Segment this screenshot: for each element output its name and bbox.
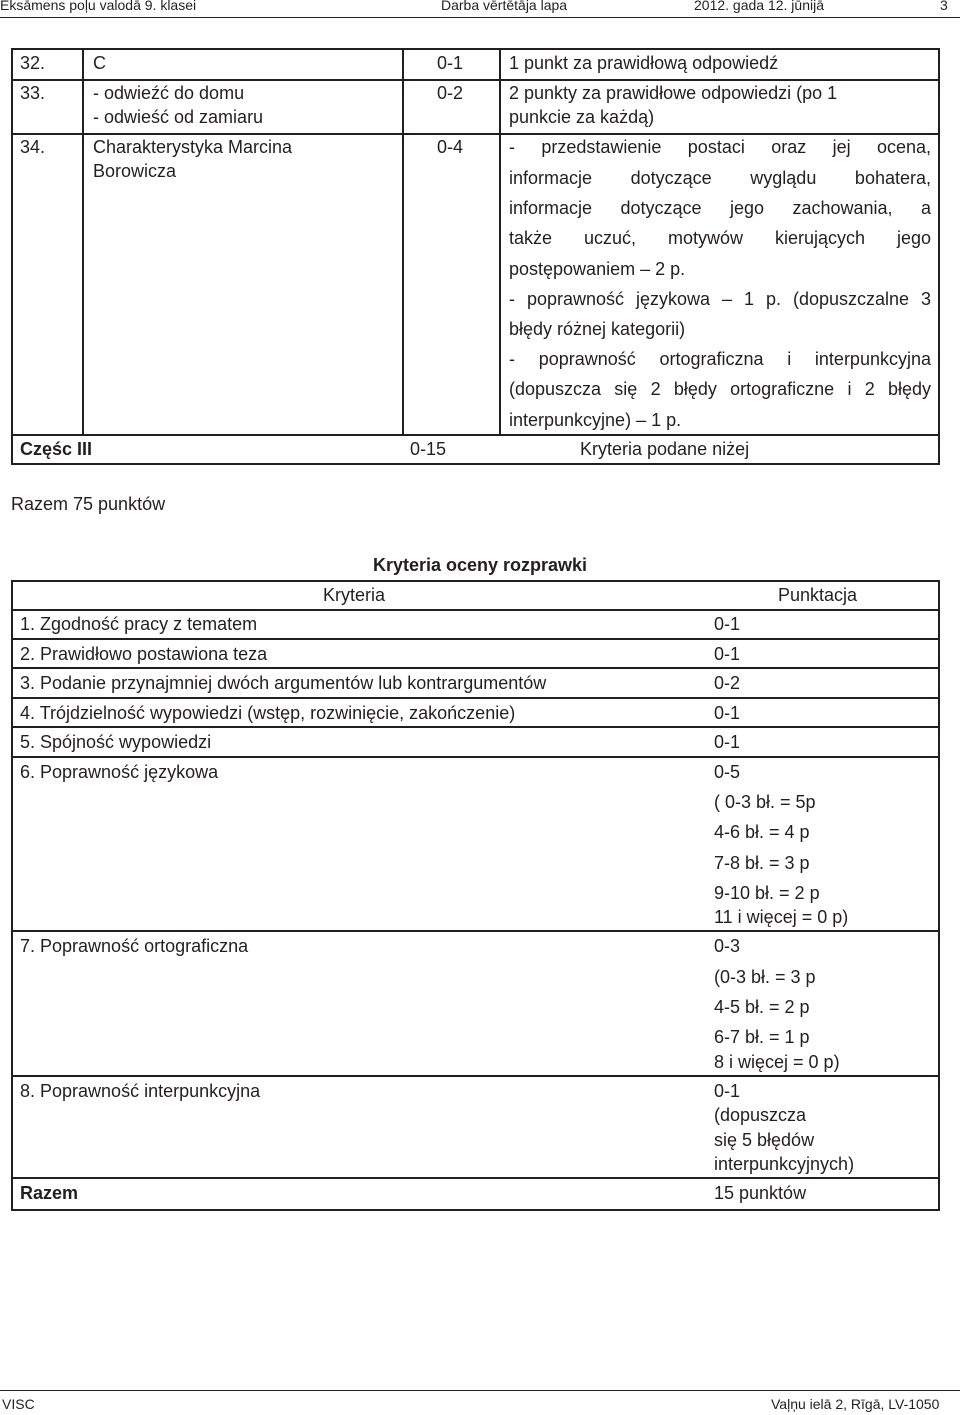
table-border bbox=[402, 48, 404, 435]
criterion-detail: się 5 błędów bbox=[714, 1130, 815, 1150]
header-date: 2012. gada 12. jūnijā bbox=[694, 0, 824, 13]
total-label: Razem bbox=[20, 1183, 79, 1203]
question-number: 33. bbox=[20, 83, 46, 103]
total-points: 15 punktów bbox=[714, 1183, 807, 1203]
criterion-detail: 4-6 bł. = 4 p bbox=[714, 822, 810, 842]
table-border bbox=[11, 1075, 940, 1077]
criterion-detail: (0-3 bł. = 3 p bbox=[714, 967, 816, 987]
criterion-detail: 8 i więcej = 0 p) bbox=[714, 1052, 840, 1072]
criterion-points: 0-5 bbox=[714, 762, 741, 782]
table-border bbox=[11, 133, 940, 135]
table-border bbox=[11, 756, 940, 758]
criterion-points: 0-1 bbox=[714, 732, 741, 752]
criterion-label: 6. Poprawność językowa bbox=[20, 762, 219, 782]
criterion-label: 1. Zgodność pracy z tematem bbox=[20, 614, 258, 634]
table-border bbox=[938, 580, 940, 1211]
criterion-label: 4. Trójdzielność wypowiedzi (wstęp, rozwinięcie, zakończenie) bbox=[20, 703, 516, 723]
table-border bbox=[11, 463, 940, 465]
criteria-line: błędy różnej kategorii) bbox=[509, 319, 686, 339]
table-border bbox=[938, 48, 940, 465]
criteria-line: punkcie za każdą) bbox=[509, 107, 655, 127]
header-divider bbox=[0, 17, 960, 18]
criterion-points: 0-2 bbox=[714, 673, 741, 693]
criteria-text: 1 punkt za prawidłową odpowiedź bbox=[509, 53, 779, 73]
table-border bbox=[11, 1209, 940, 1211]
header-page-number: 3 bbox=[940, 0, 948, 13]
header-sheet-title: Darba vērtētāja lapa bbox=[441, 0, 568, 13]
total-points-summary: Razem 75 punktów bbox=[11, 494, 166, 514]
question-number: 32. bbox=[20, 53, 46, 73]
footer-address: Vaļņu ielā 2, Rīgā, LV-1050 bbox=[771, 1396, 940, 1412]
criterion-detail: 11 i więcej = 0 p) bbox=[714, 907, 849, 927]
points-range: 0-2 bbox=[437, 83, 464, 103]
table-border bbox=[11, 726, 940, 728]
column-header-criteria: Kryteria bbox=[323, 585, 386, 605]
criterion-points: 0-1 bbox=[714, 703, 741, 723]
criteria-line: postępowaniem – 2 p. bbox=[509, 259, 686, 279]
criteria-line: informacje dotyczące wyglądu bohatera, bbox=[509, 168, 931, 188]
criterion-label: 8. Poprawność interpunkcyjna bbox=[20, 1081, 261, 1101]
criterion-points: 0-1 bbox=[714, 644, 741, 664]
table-border bbox=[11, 48, 940, 50]
criterion-points: 0-1 bbox=[714, 1081, 741, 1101]
part-criteria: Kryteria podane niżej bbox=[580, 439, 750, 459]
answer-line: - odwieść od zamiaru bbox=[93, 107, 264, 127]
table-border bbox=[11, 638, 940, 640]
criteria-line: - poprawność ortograficzna i interpunkcyjna bbox=[509, 349, 931, 369]
criteria-line: - poprawność językowa – 1 p. (dopuszczalne 3 bbox=[509, 289, 931, 309]
table-border bbox=[11, 580, 13, 1211]
criterion-detail: 6-7 bł. = 1 p bbox=[714, 1027, 810, 1047]
header-exam-title: Eksāmens poļu valodā 9. klasei bbox=[0, 0, 197, 13]
part-label: Częśc III bbox=[20, 439, 93, 459]
criterion-points: 0-1 bbox=[714, 614, 741, 634]
table-border bbox=[11, 930, 940, 932]
column-header-points: Punktacja bbox=[778, 585, 858, 605]
table-border bbox=[11, 697, 940, 699]
criteria-line: interpunkcyjne) – 1 p. bbox=[509, 410, 682, 430]
answer-line: Borowicza bbox=[93, 161, 177, 181]
criterion-label: 3. Podanie przynajmniej dwóch argumentów lub kontrargumentów bbox=[20, 673, 547, 693]
points-range: 0-1 bbox=[437, 53, 464, 73]
table-border bbox=[11, 79, 940, 81]
criteria-line: - przedstawienie postaci oraz jej ocena, bbox=[509, 137, 931, 157]
table-border bbox=[11, 609, 940, 611]
table-border bbox=[499, 48, 501, 435]
table-title: Kryteria oceny rozprawki bbox=[372, 555, 588, 575]
criterion-label: 7. Poprawność ortograficzna bbox=[20, 936, 249, 956]
criteria-line: 2 punkty za prawidłowe odpowiedzi (po 1 bbox=[509, 83, 838, 103]
footer-organization: VISC bbox=[2, 1396, 35, 1412]
criteria-line: informacje dotyczące jego zachowania, a bbox=[509, 198, 931, 218]
criterion-label: 5. Spójność wypowiedzi bbox=[20, 732, 212, 752]
footer-divider bbox=[0, 1390, 960, 1391]
criterion-detail: 9-10 bł. = 2 p bbox=[714, 883, 820, 903]
criteria-line: także uczuć, motywów kierujących jego bbox=[509, 228, 931, 248]
criteria-line: (dopuszcza się 2 błędy ortograficzne i 2 błędy bbox=[509, 379, 931, 399]
points-range: 0-4 bbox=[437, 137, 464, 157]
criterion-detail: interpunkcyjnych) bbox=[714, 1154, 855, 1174]
table-border bbox=[11, 434, 940, 436]
table-border bbox=[11, 580, 940, 582]
table-border bbox=[11, 1177, 940, 1179]
page-header bbox=[0, 0, 960, 14]
table-border bbox=[82, 48, 84, 435]
question-number: 34. bbox=[20, 137, 46, 157]
table-border bbox=[11, 48, 13, 465]
criterion-points: 0-3 bbox=[714, 936, 741, 956]
criterion-detail: 7-8 bł. = 3 p bbox=[714, 853, 810, 873]
answer-line: Charakterystyka Marcina bbox=[93, 137, 293, 157]
criterion-detail: 4-5 bł. = 2 p bbox=[714, 997, 810, 1017]
table-border bbox=[11, 667, 940, 669]
part-points: 0-15 bbox=[410, 439, 447, 459]
answer-line: - odwieźć do domu bbox=[93, 83, 245, 103]
criterion-label: 2. Prawidłowo postawiona teza bbox=[20, 644, 268, 664]
answer-text: C bbox=[93, 53, 106, 73]
criterion-detail: (dopuszcza bbox=[714, 1105, 807, 1125]
criterion-detail: ( 0-3 bł. = 5p bbox=[714, 792, 816, 812]
